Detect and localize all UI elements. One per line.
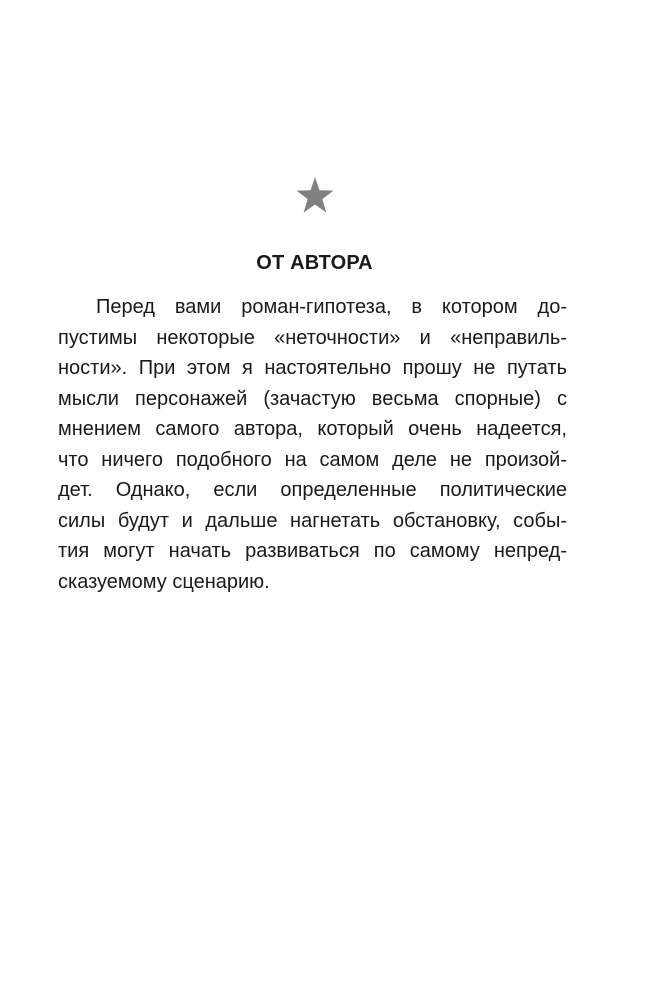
paragraph-line: ности». При этом я настоятельно прошу не путать xyxy=(58,357,567,379)
paragraph-line: тия могут начать развиваться по самому непред- xyxy=(58,540,567,562)
paragraph-line: сказуемому сценарию. xyxy=(58,570,270,593)
paragraph-line: Перед вами роман-гипотеза, в котором до- xyxy=(96,296,567,318)
paragraph-line: пустимы некоторые «неточности» и «неправиль- xyxy=(58,326,567,349)
section-title: ОТ АВТОРА xyxy=(256,252,373,274)
star-shape xyxy=(297,177,334,213)
author-note-paragraph xyxy=(58,292,567,597)
star-icon xyxy=(296,177,334,213)
paragraph-line: мнением самого автора, который очень надеется, xyxy=(58,418,567,440)
paragraph-line: силы будут и дальше нагнетать обстановку, собы- xyxy=(58,509,567,532)
paragraph-line: дет. Однако, если определенные политические xyxy=(58,479,567,501)
paragraph-line: мысли персонажей (зачастую весьма спорные) с xyxy=(58,387,567,410)
paragraph-line: что ничего подобного на самом деле не произой- xyxy=(58,448,567,471)
